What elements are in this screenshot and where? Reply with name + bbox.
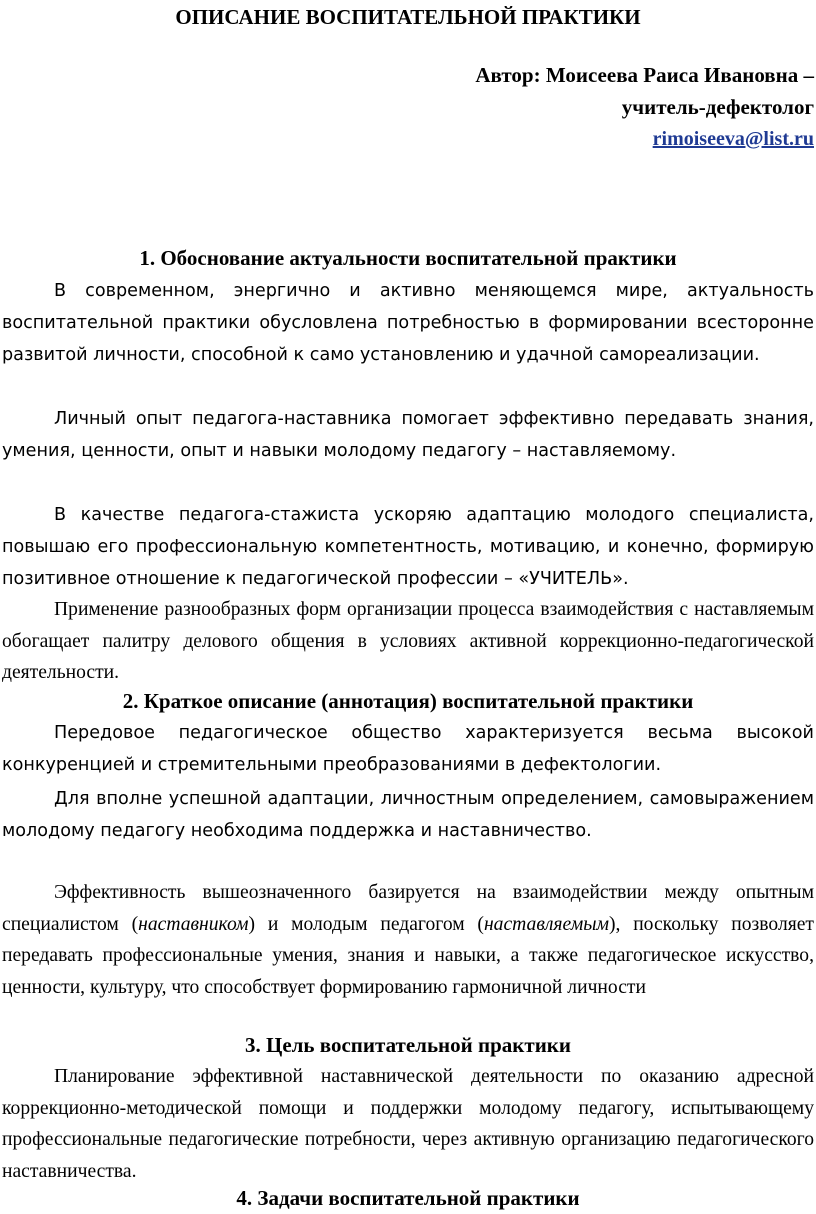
section-1-paragraph-1: В современном, энергично и активно меняющемся мире, актуальность воспитательной практики обусловлена потребностью в формировании всесторонне развитой личности, способной к само установлению и удачной самореализации. [2, 281, 814, 365]
mentor-term: наставником [138, 913, 249, 935]
section-2-heading: 2. Краткое описание (аннотация) воспитательной практики [122, 689, 694, 713]
author-position: учитель-дефектолог [621, 95, 814, 119]
author-email-link[interactable]: rimoiseeva@list.ru [652, 128, 814, 150]
section-2-paragraph-3: Эффективность вышеозначенного базируется на взаимодействии между опытным специалистом (наставником) и молодым педагогом (наставляемым), поскольку позволяет передавать профессиональные умения, знания и навыки, а также педагогическое искусство, ценности, культуру, что способствует формированию гармоничной личности [2, 882, 814, 998]
mentee-term: наставляемым [483, 913, 609, 935]
author-name: Автор: Моисеева Раиса Ивановна – [475, 63, 814, 87]
section-2-paragraph-1: Передовое педагогическое общество характеризуется весьма высокой конкуренцией и стремительными преобразованиями в дефектологии. [2, 723, 814, 775]
section-3-heading: 3. Цель воспитательной практики [244, 1033, 571, 1057]
section-4-heading: 4. Задачи воспитательной практики [236, 1186, 580, 1210]
section-1-paragraph-3: В качестве педагога-стажиста ускоряю адаптацию молодого специалиста, повышаю его профессиональную компетентность, мотивацию, и конечно, формирую позитивное отношение к педагогической профессии – «УЧИТЕЛЬ». [2, 505, 814, 589]
section-1-paragraph-2: Личный опыт педагога-наставника помогает эффективно передавать знания, умения, ценности, опыт и навыки молодому педагогу – наставляемому. [2, 409, 814, 461]
section-1-paragraph-4: Применение разнообразных форм организации процесса взаимодействия с наставляемым обогащает палитру делового общения в условиях активной коррекционно-педагогической деятельности. [2, 599, 814, 683]
document-title: ОПИСАНИЕ ВОСПИТАТЕЛЬНОЙ ПРАКТИКИ [175, 5, 641, 29]
section-1-heading: 1. Обоснование актуальности воспитательной практики [139, 246, 677, 270]
section-3-paragraph-1: Планирование эффективной наставнической деятельности по оказанию адресной коррекционно-методической помощи и поддержки молодому педагогу, испытывающему профессиональные педагогические потребности, через активную организацию педагогического наставничества. [2, 1066, 814, 1182]
section-2-paragraph-2: Для вполне успешной адаптации, личностным определением, самовыражением молодому педагогу необходима поддержка и наставничество. [2, 789, 814, 841]
